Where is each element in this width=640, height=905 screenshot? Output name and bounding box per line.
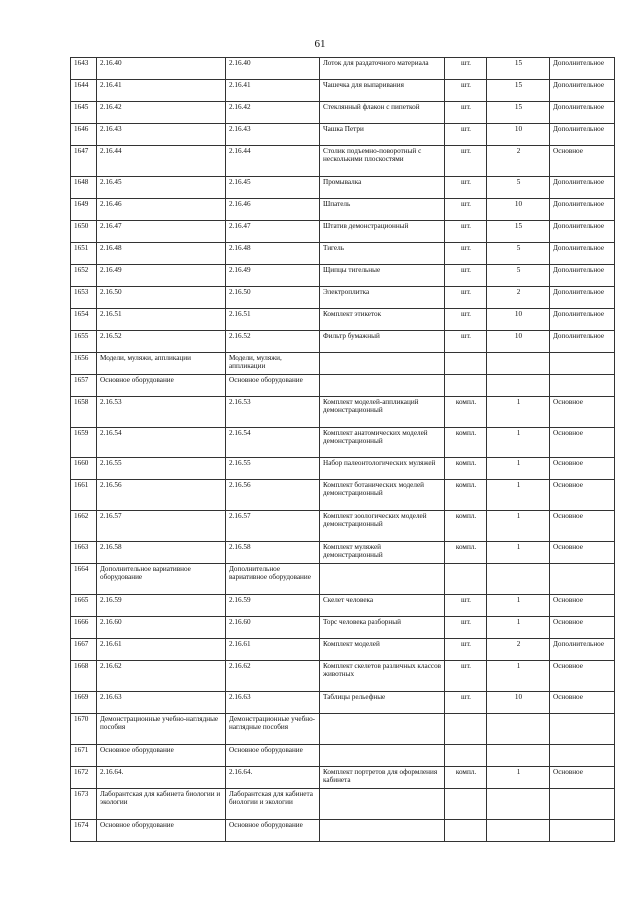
table-row (71, 102, 615, 124)
name-cell: Набор палеонтологических муляжей (320, 458, 445, 480)
code-cell: 2.16.53 (97, 397, 226, 428)
code-cell-2: 2.16.53 (226, 397, 320, 428)
code-cell-2: 2.16.54 (226, 428, 320, 458)
unit-cell (445, 745, 487, 767)
unit-cell: компл. (445, 767, 487, 789)
name-cell: Торс человека разборный (320, 617, 445, 639)
quantity-cell: 1 (487, 595, 550, 617)
code-cell: 2.16.54 (97, 428, 226, 458)
quantity-cell: 1 (487, 480, 550, 511)
table-row (71, 331, 615, 353)
type-cell: Основное (550, 542, 615, 564)
unit-cell: компл. (445, 397, 487, 428)
quantity-cell: 15 (487, 58, 550, 80)
row-number: 1668 (71, 661, 97, 692)
type-cell (550, 564, 615, 595)
code-cell-2: 2.16.49 (226, 265, 320, 287)
name-cell (320, 789, 445, 820)
table-row (71, 639, 615, 661)
row-number: 1643 (71, 58, 97, 80)
row-number: 1646 (71, 124, 97, 146)
name-cell: Шпатель (320, 199, 445, 221)
name-cell: Щипцы тигельные (320, 265, 445, 287)
code-cell: 2.16.51 (97, 309, 226, 331)
quantity-cell (487, 820, 550, 842)
type-cell: Дополнительное (550, 124, 615, 146)
code-cell: 2.16.57 (97, 511, 226, 542)
name-cell: Лоток для раздаточного материала (320, 58, 445, 80)
row-number: 1665 (71, 595, 97, 617)
row-number: 1658 (71, 397, 97, 428)
quantity-cell: 2 (487, 146, 550, 177)
unit-cell (445, 789, 487, 820)
code-cell-2: 2.16.59 (226, 595, 320, 617)
code-cell: Демонстрационные учебно-наглядные пособия (97, 714, 226, 745)
code-cell: Основное оборудование (97, 375, 226, 397)
unit-cell: шт. (445, 199, 487, 221)
table-row (71, 458, 615, 480)
unit-cell: шт. (445, 243, 487, 265)
unit-cell: шт. (445, 102, 487, 124)
row-number: 1673 (71, 789, 97, 820)
type-cell: Основное (550, 692, 615, 714)
type-cell: Дополнительное (550, 80, 615, 102)
code-cell-2: Лаборантская для кабинета биологии и экологии (226, 789, 320, 820)
row-number: 1649 (71, 199, 97, 221)
quantity-cell (487, 375, 550, 397)
name-cell (320, 564, 445, 595)
quantity-cell: 10 (487, 309, 550, 331)
table-row (71, 542, 615, 564)
type-cell (550, 375, 615, 397)
row-number: 1664 (71, 564, 97, 595)
row-number: 1644 (71, 80, 97, 102)
code-cell-2: 2.16.40 (226, 58, 320, 80)
table-row (71, 287, 615, 309)
row-number: 1663 (71, 542, 97, 564)
code-cell: 2.16.40 (97, 58, 226, 80)
row-number: 1650 (71, 221, 97, 243)
type-cell: Основное (550, 767, 615, 789)
code-cell-2: 2.16.50 (226, 287, 320, 309)
quantity-cell: 1 (487, 458, 550, 480)
name-cell (320, 375, 445, 397)
quantity-cell: 5 (487, 243, 550, 265)
row-number: 1674 (71, 820, 97, 842)
code-cell-2: 2.16.47 (226, 221, 320, 243)
name-cell: Комплект портретов для оформления кабинета (320, 767, 445, 789)
unit-cell: шт. (445, 146, 487, 177)
row-number: 1662 (71, 511, 97, 542)
unit-cell: шт. (445, 58, 487, 80)
code-cell-2: 2.16.61 (226, 639, 320, 661)
type-cell: Дополнительное (550, 639, 615, 661)
type-cell: Дополнительное (550, 221, 615, 243)
name-cell: Комплект моделей-аппликаций демонстрационный (320, 397, 445, 428)
table-row (71, 745, 615, 767)
table-row (71, 353, 615, 375)
type-cell: Дополнительное (550, 199, 615, 221)
row-number: 1647 (71, 146, 97, 177)
code-cell: 2.16.48 (97, 243, 226, 265)
table-row (71, 617, 615, 639)
type-cell (550, 353, 615, 375)
table-row (71, 564, 615, 595)
row-number: 1654 (71, 309, 97, 331)
code-cell-2: 2.16.55 (226, 458, 320, 480)
type-cell (550, 745, 615, 767)
type-cell: Дополнительное (550, 58, 615, 80)
code-cell: 2.16.44 (97, 146, 226, 177)
row-number: 1672 (71, 767, 97, 789)
type-cell: Дополнительное (550, 177, 615, 199)
table-row (71, 397, 615, 428)
quantity-cell (487, 745, 550, 767)
table-row (71, 789, 615, 820)
unit-cell: шт. (445, 221, 487, 243)
name-cell: Комплект зоологических моделей демонстрационный (320, 511, 445, 542)
code-cell-2: 2.16.42 (226, 102, 320, 124)
code-cell-2: Основное оборудование (226, 375, 320, 397)
quantity-cell: 15 (487, 102, 550, 124)
row-number: 1671 (71, 745, 97, 767)
code-cell: 2.16.61 (97, 639, 226, 661)
name-cell: Штатив демонстрационный (320, 221, 445, 243)
type-cell: Основное (550, 595, 615, 617)
unit-cell: компл. (445, 480, 487, 511)
code-cell: 2.16.47 (97, 221, 226, 243)
code-cell: Дополнительное вариативное оборудование (97, 564, 226, 595)
quantity-cell: 1 (487, 397, 550, 428)
table-row (71, 767, 615, 789)
type-cell: Основное (550, 146, 615, 177)
table-row (71, 199, 615, 221)
code-cell-2: Дополнительное вариативное оборудование (226, 564, 320, 595)
code-cell-2: 2.16.46 (226, 199, 320, 221)
quantity-cell: 5 (487, 265, 550, 287)
code-cell-2: 2.16.48 (226, 243, 320, 265)
name-cell: Скелет человека (320, 595, 445, 617)
unit-cell: шт. (445, 124, 487, 146)
name-cell: Промывалка (320, 177, 445, 199)
type-cell (550, 820, 615, 842)
quantity-cell (487, 789, 550, 820)
name-cell (320, 745, 445, 767)
unit-cell: шт. (445, 692, 487, 714)
row-number: 1648 (71, 177, 97, 199)
table-row (71, 58, 615, 80)
row-number: 1670 (71, 714, 97, 745)
name-cell: Комплект скелетов различных классов животных (320, 661, 445, 692)
quantity-cell: 1 (487, 511, 550, 542)
type-cell: Дополнительное (550, 287, 615, 309)
type-cell: Основное (550, 480, 615, 511)
row-number: 1645 (71, 102, 97, 124)
row-number: 1667 (71, 639, 97, 661)
table-row (71, 820, 615, 842)
row-number: 1653 (71, 287, 97, 309)
quantity-cell: 2 (487, 287, 550, 309)
row-number: 1660 (71, 458, 97, 480)
unit-cell (445, 564, 487, 595)
code-cell-2: 2.16.44 (226, 146, 320, 177)
type-cell (550, 789, 615, 820)
unit-cell (445, 714, 487, 745)
code-cell: 2.16.62 (97, 661, 226, 692)
name-cell (320, 820, 445, 842)
code-cell: Основное оборудование (97, 820, 226, 842)
quantity-cell: 15 (487, 80, 550, 102)
quantity-cell: 10 (487, 199, 550, 221)
row-number: 1652 (71, 265, 97, 287)
row-number: 1651 (71, 243, 97, 265)
type-cell: Дополнительное (550, 265, 615, 287)
code-cell: 2.16.63 (97, 692, 226, 714)
row-number: 1661 (71, 480, 97, 511)
equipment-table (70, 57, 615, 842)
row-number: 1655 (71, 331, 97, 353)
code-cell: 2.16.43 (97, 124, 226, 146)
unit-cell: компл. (445, 428, 487, 458)
quantity-cell: 10 (487, 331, 550, 353)
code-cell: 2.16.58 (97, 542, 226, 564)
unit-cell: компл. (445, 458, 487, 480)
code-cell-2: 2.16.64. (226, 767, 320, 789)
table-row (71, 511, 615, 542)
code-cell: 2.16.42 (97, 102, 226, 124)
code-cell: 2.16.64. (97, 767, 226, 789)
name-cell: Комплект анатомических моделей демонстрационный (320, 428, 445, 458)
type-cell: Дополнительное (550, 309, 615, 331)
type-cell: Дополнительное (550, 243, 615, 265)
code-cell-2: 2.16.62 (226, 661, 320, 692)
code-cell-2: 2.16.63 (226, 692, 320, 714)
unit-cell (445, 353, 487, 375)
code-cell-2: 2.16.58 (226, 542, 320, 564)
name-cell: Таблицы рельефные (320, 692, 445, 714)
table-row (71, 480, 615, 511)
name-cell: Тигель (320, 243, 445, 265)
quantity-cell: 1 (487, 661, 550, 692)
quantity-cell: 10 (487, 124, 550, 146)
name-cell: Фильтр бумажный (320, 331, 445, 353)
code-cell-2: Демонстрационные учебно-наглядные пособия (226, 714, 320, 745)
type-cell: Основное (550, 617, 615, 639)
name-cell: Комплект муляжей демонстрационный (320, 542, 445, 564)
quantity-cell: 5 (487, 177, 550, 199)
code-cell-2: 2.16.60 (226, 617, 320, 639)
type-cell: Основное (550, 661, 615, 692)
code-cell: Лаборантская для кабинета биологии и экологии (97, 789, 226, 820)
quantity-cell: 1 (487, 767, 550, 789)
table-row (71, 243, 615, 265)
code-cell-2: Основное оборудование (226, 745, 320, 767)
unit-cell: шт. (445, 595, 487, 617)
code-cell: 2.16.45 (97, 177, 226, 199)
row-number: 1666 (71, 617, 97, 639)
quantity-cell (487, 714, 550, 745)
unit-cell: шт. (445, 639, 487, 661)
unit-cell (445, 820, 487, 842)
code-cell: 2.16.59 (97, 595, 226, 617)
code-cell: 2.16.46 (97, 199, 226, 221)
type-cell: Дополнительное (550, 102, 615, 124)
unit-cell: шт. (445, 617, 487, 639)
row-number: 1656 (71, 353, 97, 375)
unit-cell: шт. (445, 80, 487, 102)
code-cell: 2.16.60 (97, 617, 226, 639)
type-cell: Основное (550, 397, 615, 428)
table-row (71, 661, 615, 692)
unit-cell: шт. (445, 265, 487, 287)
table-row (71, 375, 615, 397)
table-row (71, 177, 615, 199)
type-cell: Дополнительное (550, 331, 615, 353)
code-cell-2: Модели, муляжи, аппликации (226, 353, 320, 375)
type-cell: Основное (550, 458, 615, 480)
quantity-cell: 10 (487, 692, 550, 714)
code-cell-2: 2.16.45 (226, 177, 320, 199)
code-cell: 2.16.50 (97, 287, 226, 309)
code-cell-2: 2.16.52 (226, 331, 320, 353)
code-cell: 2.16.49 (97, 265, 226, 287)
name-cell: Стеклянный флакон с пипеткой (320, 102, 445, 124)
code-cell: 2.16.56 (97, 480, 226, 511)
type-cell: Основное (550, 511, 615, 542)
table-body (71, 58, 615, 842)
table-row (71, 428, 615, 458)
name-cell: Электроплитка (320, 287, 445, 309)
code-cell: Основное оборудование (97, 745, 226, 767)
table-row (71, 714, 615, 745)
name-cell: Комплект моделей (320, 639, 445, 661)
quantity-cell (487, 353, 550, 375)
code-cell: 2.16.52 (97, 331, 226, 353)
code-cell-2: 2.16.43 (226, 124, 320, 146)
table-row (71, 265, 615, 287)
name-cell: Комплект ботанических моделей демонстрационный (320, 480, 445, 511)
row-number: 1669 (71, 692, 97, 714)
table-row (71, 124, 615, 146)
unit-cell: шт. (445, 331, 487, 353)
quantity-cell: 1 (487, 617, 550, 639)
quantity-cell: 15 (487, 221, 550, 243)
table-row (71, 146, 615, 177)
name-cell (320, 714, 445, 745)
table-row (71, 221, 615, 243)
code-cell: 2.16.55 (97, 458, 226, 480)
quantity-cell: 1 (487, 542, 550, 564)
code-cell-2: Основное оборудование (226, 820, 320, 842)
code-cell: Модели, муляжи, аппликации (97, 353, 226, 375)
row-number: 1659 (71, 428, 97, 458)
unit-cell: компл. (445, 511, 487, 542)
code-cell-2: 2.16.56 (226, 480, 320, 511)
type-cell: Основное (550, 428, 615, 458)
unit-cell: шт. (445, 287, 487, 309)
table-row (71, 80, 615, 102)
table-row (71, 595, 615, 617)
code-cell-2: 2.16.57 (226, 511, 320, 542)
unit-cell (445, 375, 487, 397)
unit-cell: шт. (445, 661, 487, 692)
code-cell: 2.16.41 (97, 80, 226, 102)
name-cell: Столик подъемно-поворотный с несколькими плоскостями (320, 146, 445, 177)
table-row (71, 692, 615, 714)
quantity-cell: 2 (487, 639, 550, 661)
quantity-cell (487, 564, 550, 595)
unit-cell: шт. (445, 309, 487, 331)
table-row (71, 309, 615, 331)
name-cell: Чашечка для выпаривания (320, 80, 445, 102)
row-number: 1657 (71, 375, 97, 397)
code-cell-2: 2.16.41 (226, 80, 320, 102)
quantity-cell: 1 (487, 428, 550, 458)
name-cell (320, 353, 445, 375)
type-cell (550, 714, 615, 745)
page-number: 61 (314, 38, 326, 50)
code-cell-2: 2.16.51 (226, 309, 320, 331)
unit-cell: компл. (445, 542, 487, 564)
name-cell: Комплект этикеток (320, 309, 445, 331)
name-cell: Чашка Петри (320, 124, 445, 146)
unit-cell: шт. (445, 177, 487, 199)
